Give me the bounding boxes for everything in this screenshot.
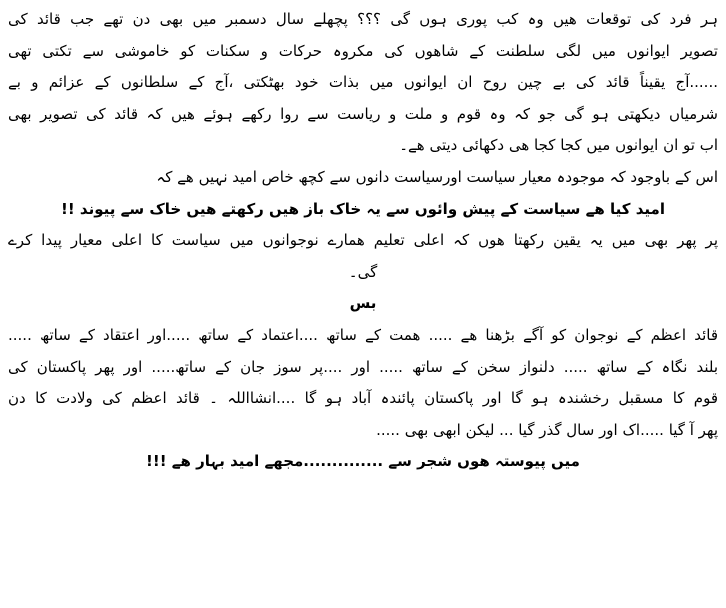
paragraph-line: اب تو ان ایوانوں میں کجا کجا ھی دکھائی دیتی ھے۔ bbox=[399, 136, 718, 155]
paragraph-line: پھر آ گیا .....اک اور سال گذر گیا ... لیکن ابھی بھی ..... bbox=[376, 420, 718, 439]
paragraph-line: تصویر ایوانوں میں لگی سلطنت کے شاھوں کی مکروہ حرکات و سکنات کو خاموشی سے تکتی تھی bbox=[8, 41, 718, 60]
poetry-verse: میں پیوستہ ھوں شجر سے ..............مجھے امید بہار ھے !!! bbox=[146, 452, 580, 471]
paragraph-line: شرمیاں دیکھتی ہو گی جو کہ وہ قوم و ملت و ریاست سے روا رکھے ہوئے ھیں کہ قائد کی تصویر بھی bbox=[8, 104, 718, 123]
paragraph-line: ہر فرد کی توقعات ھیں وہ کب پوری ہوں گی ؟؟؟ پچھلے سال دسمبر میں بھی دن تھے جب قائد کی bbox=[8, 10, 718, 28]
poetry-verse: امید کیا ھے سیاست کے پیش وائوں سے یہ خاک باز ھیں رکھتے ھیں خاک سے پیوند !! bbox=[61, 199, 665, 218]
paragraph-line: پر پھر بھی میں یہ یقین رکھتا ھوں کہ اعلی تعلیم ھمارے نوجوانوں میں سیاست کا اعلی معیار پیدا کرے bbox=[8, 231, 718, 250]
paragraph-line: گی۔ bbox=[348, 262, 378, 281]
paragraph-line: قائد اعظم کے نوجوان کو آگے بڑھنا ھے ..... ھمت کے ساتھ ....اعتماد کے ساتھ .....اور اعتقاد کے ساتھ ..... bbox=[8, 325, 718, 344]
paragraph-line: بلند نگاہ کے ساتھ ..... دلنواز سخن کے ساتھ ..... اور ....پر سوز جان کے ساتھ..... اور پھر پاکستان کی bbox=[8, 357, 718, 376]
section-heading: بس bbox=[349, 294, 377, 313]
paragraph-line: اس کے باوجود کہ موجودہ معیار سیاست اورسیاست دانوں سے کچھ خاص امید نہیں ھے کہ bbox=[156, 167, 718, 186]
paragraph-line: قوم کا مسقبل رخشندہ ہو گا اور پاکستان پائندہ آباد ہو گا ....انشااللہ ۔ قائد اعظم کی ولادت کا دن bbox=[8, 389, 718, 408]
paragraph-line: ......آج یقیناً قائد کی بے چین روح ان ایوانوں میں بذات خود بھٹکتی ،آج کے سلطانوں کے عزائم و بے bbox=[8, 73, 718, 92]
